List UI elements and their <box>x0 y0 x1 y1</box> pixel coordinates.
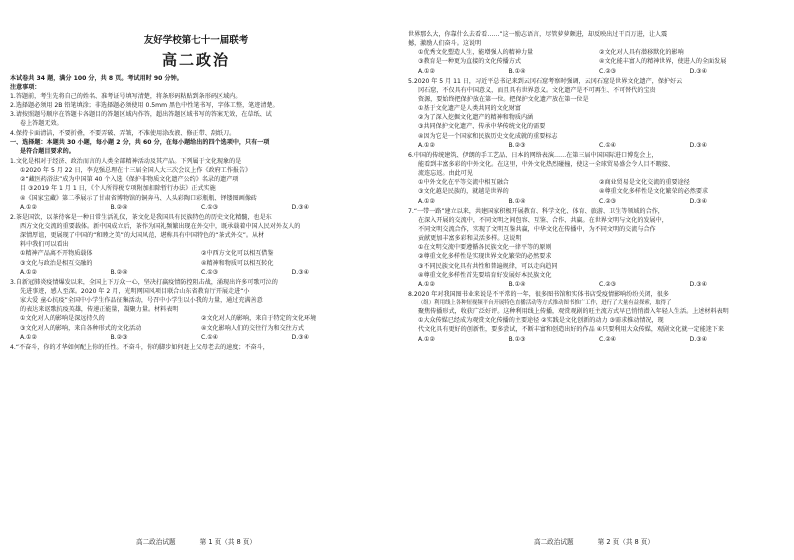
question-8 <box>408 290 780 344</box>
option: ③教育是一种更为直接的文化传播方式 <box>418 58 521 66</box>
question-stem: 不同文明交流合作，实现了文明互鉴共赢，中华文化在传播中，为不同文明的交流与合作 <box>418 225 656 233</box>
answer-d: D.③④ <box>689 67 708 75</box>
question-stem: 先进事迹，感人至深。2020 年 2 月，光明网国风项目联合山东省教育厅开展走进“小 <box>20 287 250 295</box>
answer-a: A.①② <box>418 197 435 205</box>
option-row <box>408 57 780 66</box>
question-stem: 在深入开展的交流中，不同文明之间包容、互鉴、合作、共赢。在世界文明与文化的发展中， <box>418 216 668 224</box>
answer-b: B.①③ <box>508 335 526 343</box>
answer-c: C.①③ <box>201 203 219 211</box>
answer-d: D.③④ <box>689 141 708 149</box>
answer-d: D.③④ <box>689 280 708 288</box>
answer-b: B.②④ <box>110 203 128 211</box>
question-stem: 5.2020 年 5 月 11 日，习近平总书记来到云冈石窟考察时强调，云冈石窟是世界文化遗产，保护好云 <box>408 77 683 85</box>
question-3 <box>10 278 382 342</box>
answer-d: D.③④ <box>689 197 708 205</box>
option: ③文化对人的影响，来自各种形式的文化活动 <box>20 324 142 332</box>
question-stem: 资源，要始终把保护放在第一位。把保护文化遗产放在第一位是 <box>418 95 589 103</box>
answer-c: C.①④ <box>201 333 219 341</box>
answer-a: A.①② <box>418 141 435 149</box>
question-stem: 深情厚谊，更展现了中国的“和睦之美”的大国风范，堪称具有中国特色的“茶式外交”。从材 <box>20 232 265 240</box>
question-stem: 料中我们可以看出 <box>20 241 69 249</box>
question-item: ④《国家宝藏》第二季展示了甘肃省博物馆的铜奔马、人头彩陶口彩瓶瓶、铎镂图画像砖 <box>20 194 258 202</box>
option: ④文化影响人们的交往行为和交往方式 <box>201 324 304 332</box>
option: ②中西方文化可以相互借鉴 <box>201 250 274 258</box>
answer-d: D.③④ <box>689 335 708 343</box>
option: ④文化能丰富人的精神世界，使进人的全面发展 <box>599 58 727 66</box>
question-7 <box>408 207 780 289</box>
footer-subject: 高二政治试题 <box>533 538 574 546</box>
note-3-cont: 卷上答题无效。 <box>20 120 63 128</box>
question-item: ③共同保护文化遗产、传承中华传统文化的需要 <box>418 123 546 131</box>
answer-c: C.②④ <box>599 335 617 343</box>
option-row <box>10 324 382 333</box>
option-row <box>10 314 382 323</box>
question-stem: 1.文化是相对于经济、政治而言的人类全部精神活动及其产品。下列属于文化现象的是 <box>10 158 242 166</box>
question-4-start: 4.“不奋斗，你的才华如何配上你的任性。不奋斗，你的脚步如何赶上父母老去的速度；不奋斗， <box>10 343 269 351</box>
option: ①中外文化在平等交流中相互融合 <box>418 179 509 187</box>
answer-a: A.①② <box>20 203 37 211</box>
question-stem: 冈石窟，不仅具有中国意义，而且具有世界意义。文化遗产是不可再生、不可替代的宝贵 <box>418 86 656 94</box>
question-item: ①基于文化遗产是人类共同的文化财富 <box>418 105 521 113</box>
question-stem: 流连忘返。由此可见 <box>418 170 473 178</box>
left-column <box>10 0 382 546</box>
notes-title: 注意事项： <box>10 83 41 91</box>
option: ②文化对人的影响，来自于特定的文化环境 <box>201 315 317 323</box>
answer-choices <box>408 280 780 289</box>
question-stem: 3.自新冠肺炎疫情爆发以来，全国上下万众一心，坚决打赢疫情防控阻击战，涌现出许多可歌可泣的 <box>10 278 278 286</box>
question-item: ②“藏医药浴法”成为中国第 40 个入选《保护非物质文化遗产公约》名录的遗产项 <box>20 176 239 184</box>
question-stem: （组）利用线上各种短视频平台开展特色直播活动等方式推动图书推广工作，进行了大量有益探索，取得了 <box>418 300 672 307</box>
page-footer <box>408 538 780 548</box>
answer-d: D.③④ <box>291 203 310 211</box>
answer-choices <box>408 67 780 76</box>
footer-page-number: 第 2 页（共 8 页） <box>597 538 654 546</box>
answer-b: B.①④ <box>508 67 526 75</box>
question-item: ③不同民族文化具有共性和普遍规律，可以走向趋同 <box>418 262 558 270</box>
question-6 <box>408 151 780 206</box>
option: ②商业贸易是文化交流的重要途径 <box>599 179 690 187</box>
answer-b: B.②③ <box>110 333 128 341</box>
option: ②文化对人具有潜移默化的影响 <box>599 49 684 57</box>
note-4: 4.保持卡面清洁，不要折叠，不要弄破、弄皱，不准使用涂改液、修正带、刮纸刀。 <box>10 129 236 137</box>
page-footer <box>10 538 382 548</box>
question-stem: 2.茶是国饮，以茶待客是一种日常生活礼仪，茶文化是我国具有民族特色的历史文化精髓，也是东 <box>10 213 272 221</box>
answer-a: A.①② <box>20 333 37 341</box>
option-row <box>10 259 382 268</box>
answer-choices <box>10 333 382 342</box>
question-4-cont: 撼，激励人们奋斗。这说明 <box>408 40 482 48</box>
answer-a: A.①② <box>20 268 37 276</box>
question-item: ②尊重文化多样性是实现世界文化繁荣的必然要求 <box>418 253 552 261</box>
option-row <box>408 178 780 187</box>
option: ①文化对人的影响是深远持久的 <box>20 315 105 323</box>
question-stem: 6.中国的传统建筑、伊朗的手工艺品、日本的网络表演……在第三届中国国际进口博览会上， <box>408 151 658 159</box>
question-5 <box>408 77 780 150</box>
answer-d: D.③④ <box>291 333 310 341</box>
note-3: 3.请按照题号顺序在答题卡各题目的答题区域内作答，超出答题区域书写的答案无效，在草纸、试 <box>10 111 272 119</box>
note-1: 1.答题前，考生先将自己的姓名、准考证号填写清楚，将条形码粘贴到条形码区域内。 <box>10 93 242 101</box>
option: ④尊重文化多样性是文化繁荣的必然要求 <box>599 188 709 196</box>
answer-c: C.②③ <box>599 67 617 75</box>
answer-choices <box>10 268 382 277</box>
footer-subject: 高二政治试题 <box>135 538 176 546</box>
question-item: ②为了深入挖掘文化遗产的精神和物质内涵 <box>418 114 534 122</box>
question-1 <box>10 157 382 212</box>
question-stem: 能看到丰富多彩的中外文化。在这里，中外文化热烈碰撞，使这一全球贸易盛会令人目不暇接、 <box>418 160 674 168</box>
section-title-cont: 是符合题目要求的。 <box>20 147 75 155</box>
note-2: 2.选择题必须用 2B 铅笔填涂；非选择题必须使用 0.5mm 黑色中性笔书写，字体工整，笔迹清楚。 <box>10 102 279 110</box>
question-item: ①2020 年 5 月 22 日，李克强总理在十三届全国人大三次会议上作《政府工作报告》 <box>20 167 252 175</box>
answer-a: A.①② <box>418 335 435 343</box>
footer-page-number: 第 1 页（共 8 页） <box>199 538 256 546</box>
question-item: 目 ③2019 年 1 月 1 日，《个人所得税专项附加扣除暂行办法》正式实施 <box>20 185 216 193</box>
option: ①精神产品离不开物质载体 <box>20 250 93 258</box>
option: ①优秀文化塑造人生，能增强人的精神力量 <box>418 49 534 57</box>
school-title: 友好学校第七十一届联考 <box>143 35 249 46</box>
answer-choices <box>408 335 780 344</box>
answer-b: B.①④ <box>508 280 526 288</box>
subject-title: 高二政治 <box>161 51 230 70</box>
question-stem: 西方文化交流的重要载体。新中国成立后，茶作为国礼频繁出现在外交中，既承载着中国人民对外友人的 <box>20 223 301 230</box>
question-item: ④因为它是一个国家和民族历史文化成就的重要标志 <box>418 132 558 140</box>
question-stem: 聚焦传播形式，收获广泛好评。这种利用线上传播，观赏观剧的旺主流方式早已悄悄潜入年轻人生活。上述材料表明 <box>418 308 729 316</box>
answer-c: C.①④ <box>599 141 617 149</box>
question-stem: 的表达来讴歌抗疫英雄，传递正能量，凝聚力量。材料表明 <box>20 306 179 314</box>
answer-b: B.①④ <box>508 197 526 205</box>
question-item: ④尊重文化多样性首先要培育好发展好本民族文化 <box>418 271 552 279</box>
question-stem: 8.2020 年对我国图书业来说是不平常的一年，很多图书馆和实体书店受疫情影响纷纷关闭，很多 <box>408 290 669 298</box>
answer-choices <box>408 141 780 150</box>
option-row <box>408 48 780 57</box>
option-row <box>408 187 780 196</box>
question-stem: 贡献更加丰富多彩和灵活多样。这说明 <box>418 235 522 243</box>
question-2 <box>10 213 382 277</box>
answer-c: C.②③ <box>599 280 617 288</box>
section-title: 一、选择题：本题共 30 小题，每小题 2 分，共 60 分，在每小题给出的四个选项中，只有一项 <box>10 138 270 146</box>
answer-b: B.②④ <box>110 268 128 276</box>
answer-c: C.②③ <box>599 197 617 205</box>
right-column <box>408 0 780 546</box>
answer-choices <box>10 203 382 212</box>
question-stem: 7.“一带一路”建立以来，共建国家积极开展教育、科学文化、体育、旅游、卫生等领域的合作， <box>408 207 664 215</box>
answer-a: A.①② <box>418 67 435 75</box>
question-4-cont: 世界那么大，你靠什么去看看……”这一励志语言，尽管萝萝颇进，却反映出过干百万进，让人震 <box>408 31 668 38</box>
option-row <box>10 249 382 258</box>
question-stem: 家大爱 童心抗疫”全国中小学生作品征集活动，号召中小学生以小我的力量，通过充满善意 <box>20 297 263 305</box>
answer-a: A.①② <box>418 280 435 288</box>
question-item: ①在文明交流中要遵循各民族文化一律平等的原则 <box>418 244 552 252</box>
question-item: ①大众传媒已经成为观赏文化传播的主要途径 ②实践是文化创新的动力 ③需求推动情况，现 <box>418 317 664 325</box>
option: ③文化与政治是相互交融的 <box>20 259 93 267</box>
option: ④精神和物质可以相互转化 <box>201 259 274 267</box>
answer-b: B.②③ <box>508 141 526 149</box>
answer-d: D.③④ <box>291 268 310 276</box>
option: ③文化越是民族的，就越是世界的 <box>418 188 509 196</box>
answer-c: C.①③ <box>201 268 219 276</box>
answer-choices <box>408 197 780 206</box>
exam-info: 本试卷共 34 题，满分 100 分，共 8 页。考试用时 90 分钟。 <box>10 74 183 82</box>
question-item: 代文化具有更好的创新性，要多尝试，不断丰富和创造出好的作品 ④只要利用大众传媒，观剧文化就一定能迷下来 <box>418 326 724 334</box>
